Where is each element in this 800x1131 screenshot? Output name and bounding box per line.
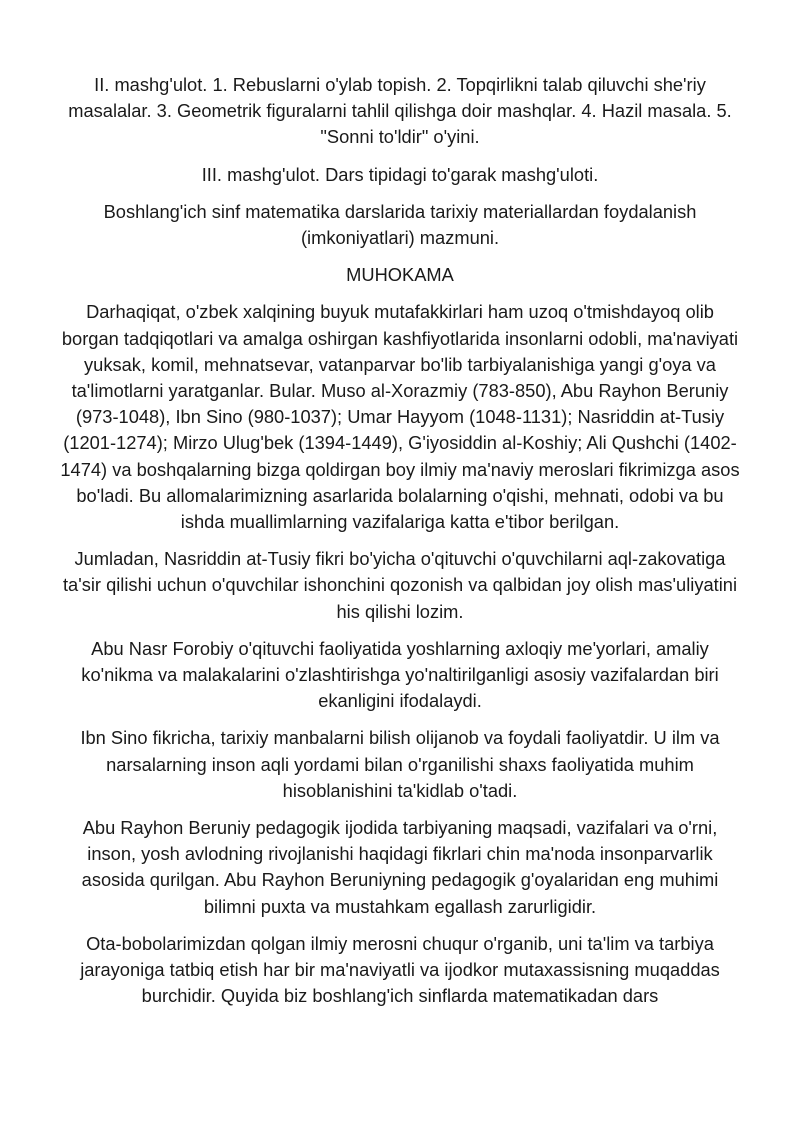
paragraph-forobiy: Abu Nasr Forobiy o'qituvchi faoliyatida yoshlarning axloqiy me'yorlari, amaliy ko'nikma va malakalarini o'zlashtirishga yo'naltirilganligi asosiy vazifalardan biri ekanligini ifodalaydi. xyxy=(81,637,719,712)
paragraph-ibn-sino: Ibn Sino fikricha, tarixiy manbalarni bilish olijanob va foydali faoliyatdir. U ilm va narsalarning inson aqli yordami bilan o'rganilishi shaxs faoliyatida muhim hisoblanishini ta'kidlab o'tadi. xyxy=(80,727,720,801)
paragraph-beruniy: Abu Rayhon Beruniy pedagogik ijodida tarbiyaning maqsadi, vazifalari va o'rni, inson, yosh avlodning rivojlanishi haqidagi fikrlari chin ma'noda insonparvarlik asosida qurilgan. Abu Rayhon Beruniyning pedagogik g'oyalaridan eng muhimi bilimni puxta va mustahkam egallash zarurligidir. xyxy=(81,817,719,917)
paragraph-lesson-3: III. mashg'ulot. Dars tipidagi to'garak mashg'uloti. xyxy=(201,163,599,185)
section-heading-discussion: MUHOKAMA xyxy=(346,264,454,286)
paragraph-thinkers: Darhaqiqat, o'zbek xalqining buyuk mutafakkirlari ham uzoq o'tmishdayoq olib borgan tadqiqotlari va amalga oshirgan kashfiyotlarida insonlarni odobli, ma'naviyati yuksak, komil, mehnatsevar, vatanparvar bo'lib tarbiyalanishiga yangi g'oya va ta'limotlarni yaratganlar. Bular. Muso al-Xorazmiy (783-850), Abu Rayhon Beruniy (973-1048), Ibn Sino (980-1037); Umar Hayyom (1048-1131); Nasriddin at-Tusiy (1201-1274); Mirzo Ulug'bek (1394-1449), G'iyosiddin al-Koshiy; Ali Qushchi (1402-1474) va boshqalarning bizga qoldirgan boy ilmiy ma'naviy meroslari fikrimizga asos bo'ladi. Bu allomalarimizning asarlarida bolalarning o'qishi, mehnati, odobi va bu ishda muallimlarning vazifalariga katta e'tibor berilgan. xyxy=(60,301,740,533)
paragraph-tusiy: Jumladan, Nasriddin at-Tusiy fikri bo'yicha o'qituvchi o'quvchilarni aql-zakovatiga ta'sir qilishi uchun o'quvchilar ishonchini qozonish va qalbidan joy olish mas'uliyatini his qilishi lozim. xyxy=(62,548,738,622)
paragraph-heritage: Ota-bobolarimizdan qolgan ilmiy merosni chuqur o'rganib, uni ta'lim va tarbiya jarayoniga tatbiq etish har bir ma'naviyatli va ijodkor mutaxassisning muqaddas burchidir. Quyida biz boshlang'ich sinflarda matematikadan dars xyxy=(80,932,720,1007)
paragraph-lesson-2: II. mashg'ulot. 1. Rebuslarni o'ylab topish. 2. Topqirlikni talab qiluvchi she'riy masalalar. 3. Geometrik figuralarni tahlil qilishga doir mashqlar. 4. Hazil masala. 5. "Sonni to'ldir" o'yini. xyxy=(68,74,732,148)
paragraph-historical-materials: Boshlang'ich sinf matematika darslarida tarixiy materiallardan foydalanish (imkoniyatlari) mazmuni. xyxy=(103,200,697,249)
